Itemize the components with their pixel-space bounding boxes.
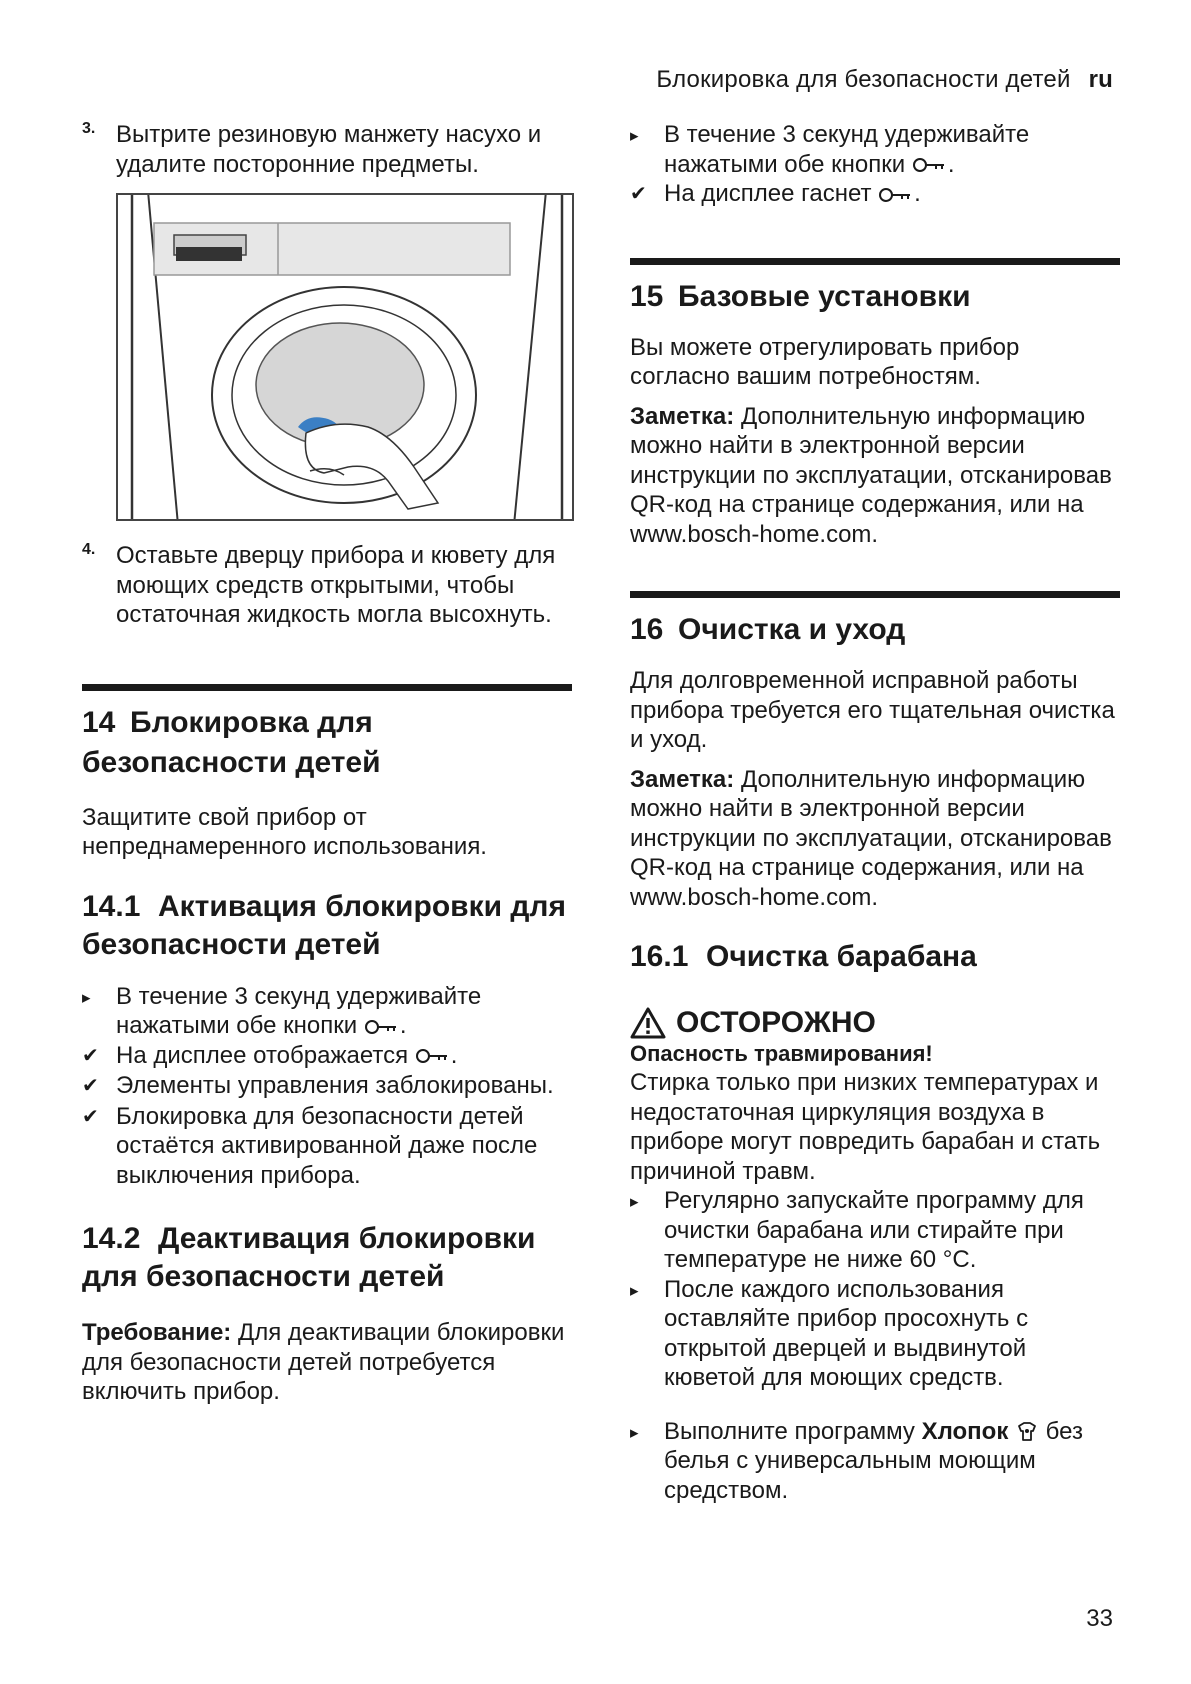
step-text-end: . xyxy=(947,150,955,178)
cotton-program-icon xyxy=(1015,1420,1039,1442)
step-text-end: . xyxy=(399,1012,407,1039)
section-16-heading xyxy=(630,598,1120,650)
section-rule xyxy=(82,684,572,691)
result-text: На дисплее отображается xyxy=(116,1041,415,1069)
requirement-paragraph xyxy=(82,1318,572,1407)
left-column xyxy=(82,120,572,1407)
section-title: Базовые установки xyxy=(678,279,971,313)
step-text: Оставьте дверцу прибора и кювету для моющих средств открытыми, чтобы остаточная жидкость могла высохнуть. xyxy=(116,542,556,628)
instruction-step xyxy=(630,120,1120,179)
check-icon: ✔ xyxy=(630,183,647,205)
section-rule xyxy=(630,258,1120,265)
step-text: Регулярно запускайте программу для очистки барабана или стирайте при температуре не ниже 60 °C. xyxy=(664,1187,1084,1273)
result-text: Блокировка для безопасности детей остаётся активированной даже после выключения прибора. xyxy=(116,1102,538,1189)
step-text: Выполните программу xyxy=(664,1417,922,1445)
section-14-1-steps xyxy=(82,982,572,1191)
result-item xyxy=(630,179,1120,210)
program-name: Хлопок xyxy=(921,1417,1009,1445)
requirement-text: Для деактивации блокировки для безопасности детей потребуется включить прибор. xyxy=(82,1319,565,1405)
section-15-note xyxy=(630,402,1120,550)
step-text: В течение 3 секунд удерживайте нажатыми обе кнопки xyxy=(116,982,482,1039)
warning-steps xyxy=(630,1186,1120,1393)
instruction-step xyxy=(630,1417,1120,1506)
triangle-bullet-icon: ▸ xyxy=(630,1192,639,1211)
step-text: После каждого использования оставляйте прибор просохнуть с открытой дверцей и выдвинутой кюветой для моющих средств. xyxy=(664,1275,1029,1391)
warning-triangle-icon xyxy=(630,1007,666,1039)
result-text: На дисплее гаснет xyxy=(664,180,879,207)
section-14-heading xyxy=(82,691,572,783)
section-number: 14.2 xyxy=(82,1222,141,1255)
key-lock-icon xyxy=(912,157,948,173)
note-text: Дополнительную информацию можно найти в электронной версии инструкции по эксплуатации, отсканировав QR-код на странице содержания, или на www.bosch-home.com. xyxy=(630,402,1112,548)
note-label: Заметка: xyxy=(630,402,735,430)
warning-word: ОСТОРОЖНО xyxy=(676,1006,876,1039)
instruction-step xyxy=(630,1275,1120,1393)
section-15-heading xyxy=(630,265,1120,317)
result-text: Элементы управления заблокированы. xyxy=(116,1072,554,1099)
right-column xyxy=(630,120,1120,1505)
language-code: ru xyxy=(1088,66,1113,93)
section-number: 16.1 xyxy=(630,940,689,973)
section-title: Очистка барабана xyxy=(706,940,977,973)
check-icon: ✔ xyxy=(82,1044,99,1067)
triangle-bullet-icon: ▸ xyxy=(82,987,91,1007)
section-title: Блокировка для безопасности детей xyxy=(82,705,381,779)
section-14-2-heading xyxy=(82,1220,572,1296)
cleaning-steps xyxy=(630,1417,1120,1506)
step-text: В течение 3 секунд удерживайте нажатыми обе кнопки xyxy=(664,121,1030,178)
section-title: Деактивация блокировки для безопасности детей xyxy=(82,1222,536,1293)
triangle-bullet-icon: ▸ xyxy=(630,1280,639,1300)
washing-machine-drawing xyxy=(118,195,574,521)
step-text: Вытрите резиновую манжету насухо и удалите посторонние предметы. xyxy=(116,121,542,178)
running-title: Блокировка для безопасности детей xyxy=(656,66,1071,93)
check-icon: ✔ xyxy=(82,1105,99,1128)
section-15-intro: Вы можете отрегулировать прибор согласно вашим потребностям. xyxy=(630,333,1020,390)
section-number: 15 xyxy=(630,279,664,313)
washing-machine-illustration xyxy=(116,193,574,521)
result-text-end: . xyxy=(914,180,921,207)
running-header xyxy=(656,66,1113,94)
section-14-intro: Защитите свой прибор от непреднамеренного использования. xyxy=(82,803,487,860)
note-label: Заметка: xyxy=(630,765,735,793)
step-number: 3. xyxy=(82,120,96,137)
warning-subtitle: Опасность травмирования! xyxy=(630,1041,933,1066)
step-number: 4. xyxy=(82,541,96,558)
step-4 xyxy=(82,541,572,630)
result-item xyxy=(82,1041,572,1072)
section-rule xyxy=(630,591,1120,598)
section-16-1-heading xyxy=(630,938,1120,976)
section-14-2-steps xyxy=(630,120,1120,210)
check-icon: ✔ xyxy=(82,1075,99,1097)
result-text-end: . xyxy=(450,1041,458,1069)
section-14-1-heading xyxy=(82,888,572,964)
section-title: Активация блокировки для безопасности детей xyxy=(82,889,566,961)
note-text: Дополнительную информацию можно найти в электронной версии инструкции по эксплуатации, отсканировав QR-код на странице содержания, или на www.bosch-home.com. xyxy=(630,765,1112,911)
step-text-end: без белья с универсальным моющим средством. xyxy=(664,1417,1083,1504)
page-number: 33 xyxy=(1086,1605,1113,1632)
triangle-bullet-icon: ▸ xyxy=(630,1422,639,1442)
section-number: 14 xyxy=(82,705,116,739)
warning-title xyxy=(630,1006,1120,1040)
key-lock-icon xyxy=(878,187,914,203)
instruction-step xyxy=(630,1186,1120,1275)
key-lock-icon xyxy=(415,1048,451,1064)
section-16-note xyxy=(630,765,1120,913)
result-item xyxy=(82,1102,572,1191)
instruction-step xyxy=(82,982,572,1041)
section-title: Очистка и уход xyxy=(678,613,906,646)
section-number: 16 xyxy=(630,613,664,646)
key-lock-icon xyxy=(364,1019,400,1035)
warning-text: Стирка только при низких температурах и недостаточная циркуляция воздуха в приборе могут повредить барабан и стать причиной травм. xyxy=(630,1069,1101,1185)
section-number: 14.1 xyxy=(82,889,141,923)
result-item xyxy=(82,1071,572,1102)
section-16-intro: Для долговременной исправной работы прибора требуется его тщательная очистка и уход. xyxy=(630,667,1115,753)
triangle-bullet-icon: ▸ xyxy=(630,126,639,145)
requirement-label: Требование: xyxy=(82,1319,232,1346)
step-3 xyxy=(82,120,572,179)
